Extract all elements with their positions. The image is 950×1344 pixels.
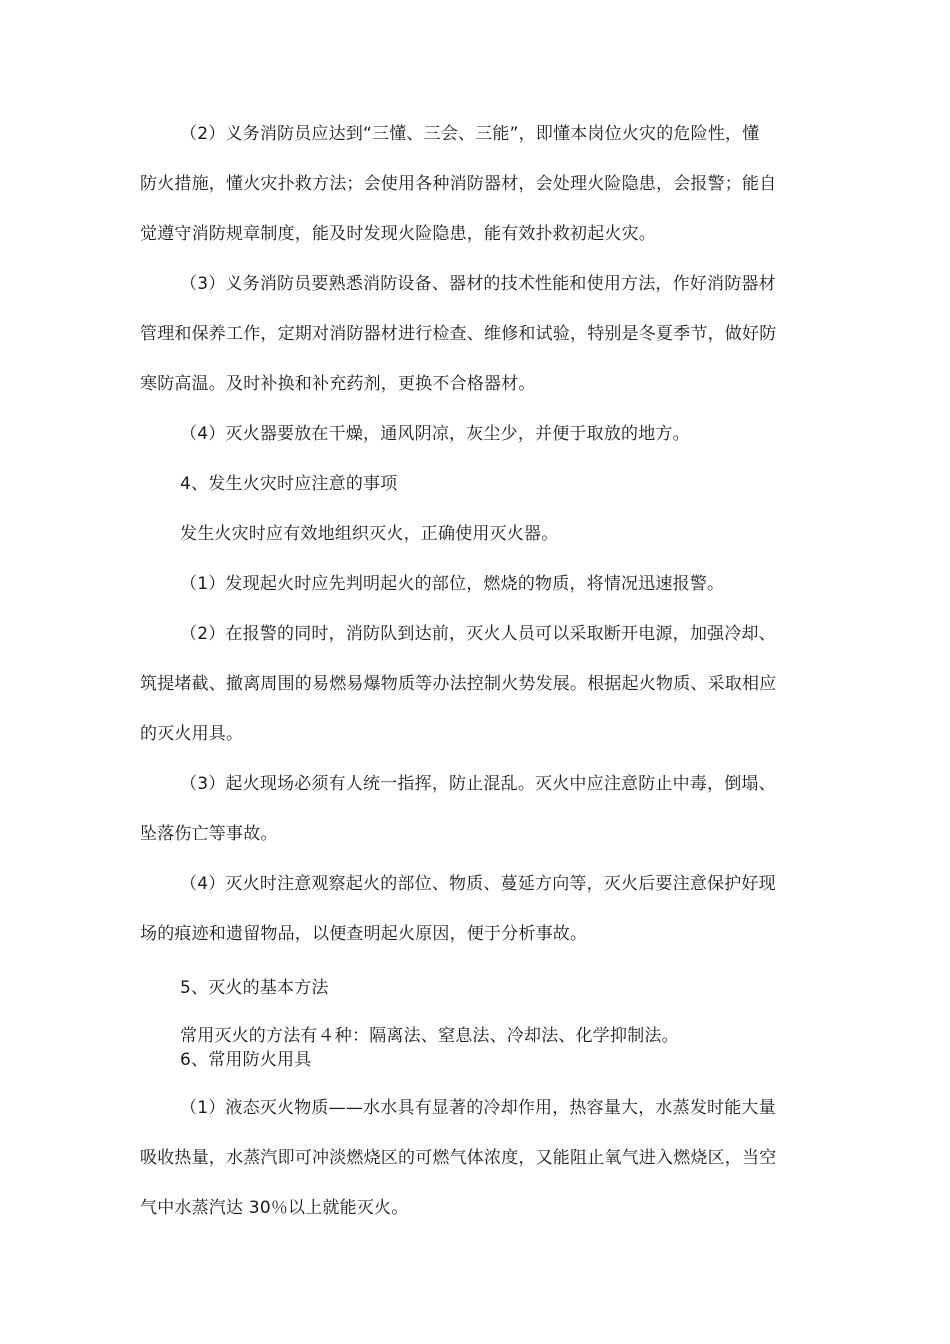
paragraph-line: （4）灭火时注意观察起火的部位、物质、蔓延方向等，灭火后要注意保护好现	[180, 874, 776, 894]
section-heading: 4、发生火灾时应注意的事项	[180, 474, 398, 494]
paragraph-line: 气中水蒸汽达 30％以上就能灭火。	[140, 1198, 409, 1218]
paragraph-line: 的灭火用具。	[140, 724, 244, 744]
paragraph-line: 坠落伤亡等事故。	[140, 824, 278, 844]
paragraph-line: 常用灭火的方法有４种：隔离法、窒息法、冷却法、化学抑制法。	[180, 1026, 679, 1046]
paragraph-line: 觉遵守消防规章制度，能及时发现火险隐患，能有效扑救初起火灾。	[140, 224, 656, 244]
section-heading: 5、灭火的基本方法	[180, 978, 329, 998]
paragraph-line: 管理和保养工作，定期对消防器材进行检查、维修和试验，特别是冬夏季节，做好防	[140, 324, 777, 344]
paragraph-line: （2）在报警的同时，消防队到达前，灭火人员可以采取断开电源，加强冷却、	[180, 624, 776, 644]
section-heading: 6、常用防火用具	[180, 1050, 312, 1070]
paragraph-line: （1）发现起火时应先判明起火的部位，燃烧的物质，将情况迅速报警。	[180, 574, 725, 594]
paragraph-line: 防火措施，懂火灾扑救方法；会使用各种消防器材，会处理火险隐患，会报警；能自	[140, 174, 777, 194]
paragraph-line: 发生火灾时应有效地组织灭火，正确使用灭火器。	[180, 524, 559, 544]
paragraph-line: （3）起火现场必须有人统一指挥，防止混乱。灭火中应注意防止中毒，倒塌、	[180, 774, 776, 794]
paragraph-line: （3）义务消防员要熟悉消防设备、器材的技术性能和使用方法，作好消防器材	[180, 274, 776, 294]
paragraph-line: （2）义务消防员应达到“三懂、三会、三能”，即懂本岗位火灾的危险性，懂	[180, 124, 760, 144]
paragraph-line: 场的痕迹和遗留物品，以便查明起火原因，便于分析事故。	[140, 924, 588, 944]
paragraph-line: （4）灭火器要放在干燥，通风阴凉，灰尘少，并便于取放的地方。	[180, 424, 690, 444]
paragraph-line: 筑提堵截、撤离周围的易燃易爆物质等办法控制火势发展。根据起火物质、采取相应	[140, 674, 777, 694]
paragraph-line: （1）液态灭火物质——水水具有显著的冷却作用，热容量大，水蒸发时能大量	[180, 1098, 776, 1118]
paragraph-line: 吸收热量，水蒸汽即可冲淡燃烧区的可燃气体浓度，又能阻止氧气进入燃烧区，当空	[140, 1148, 777, 1168]
paragraph-line: 寒防高温。及时补换和补充药剂，更换不合格器材。	[140, 374, 536, 394]
